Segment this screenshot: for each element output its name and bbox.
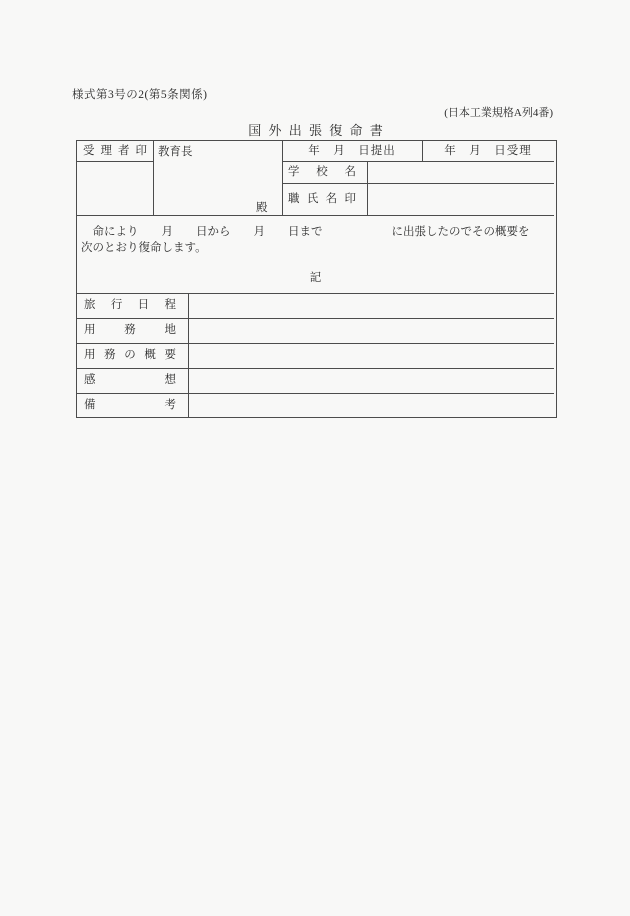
form-number: 様式第3号の2(第5条関係) [72,89,208,101]
submit-date-label: 年 月 日提出 [308,145,396,157]
statement-paragraph [81,225,552,256]
row-value-summary [188,343,554,368]
statement-line2: 次のとおり復命します。 [81,241,207,254]
addressee-name: 教育長 [158,146,193,158]
row-value-itinerary [188,293,554,318]
grid-vline-seal-right [153,141,154,215]
recipient-seal-space [77,162,153,215]
row-value-remarks [188,393,554,417]
school-name-label: 学 校 名 [288,166,356,178]
form-table [76,140,557,418]
row-label-itinerary: 旅 行 日 程 [84,299,176,311]
recipient-seal-label: 受 理 者 印 [83,145,147,157]
ki-heading: 記 [309,272,322,284]
position-name-seal-label: 職 氏 名 印 [288,193,356,205]
row-label-impression: 感 想 [84,374,176,386]
row-label-summary: 用 務 の 概 要 [84,349,176,361]
school-name-value-cell [367,161,554,183]
statement-line1: 命により 月 日から 月 日まで に出張したのでその概要を [81,226,530,238]
row-label-remarks: 備 考 [84,399,176,411]
position-name-seal-value-cell [367,183,554,215]
addressee-honorific: 殿 [256,202,268,214]
document-title: 国 外 出 張 復 命 書 [248,123,385,138]
receive-date-label: 年 月 日受理 [444,145,532,157]
row-value-impression [188,368,554,393]
grid-hline-header-bottom [77,215,554,216]
row-label-location: 用 務 地 [84,324,176,336]
paper-size-note: (日本工業規格A列4番) [444,107,553,119]
row-value-location [188,318,554,343]
